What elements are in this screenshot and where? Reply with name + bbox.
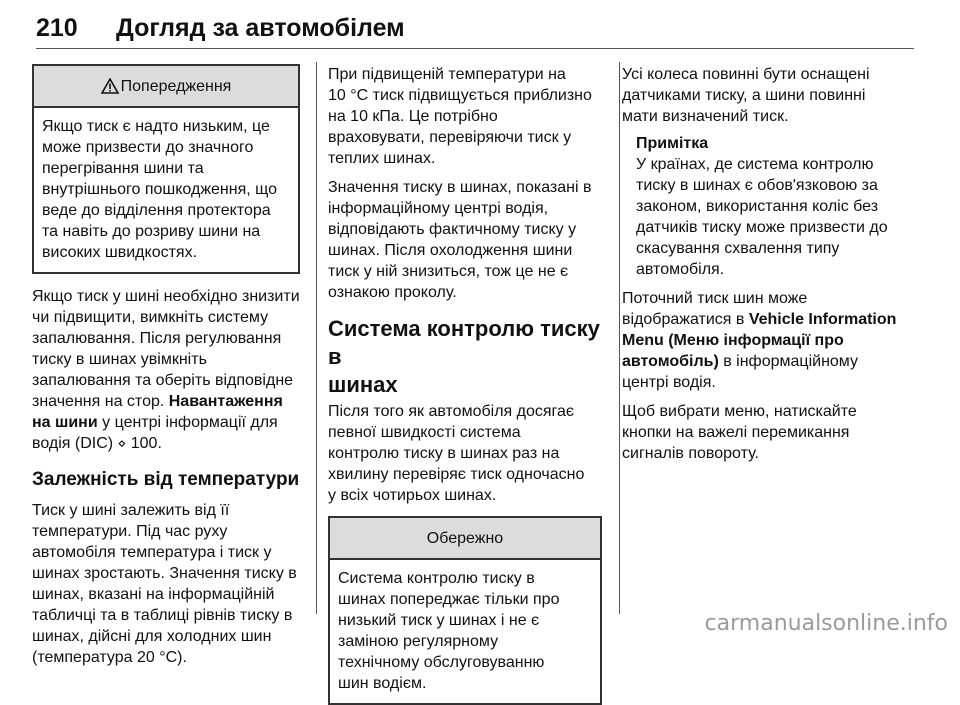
text-line: високих швидкостях. xyxy=(42,244,198,261)
note-title: Примітка xyxy=(636,135,709,152)
warning-box-body xyxy=(34,108,298,272)
text-line: тиск у ній знизиться, тож це не є xyxy=(328,263,569,280)
text-line: запалювання. Після регулювання xyxy=(32,330,282,347)
text-line: мати визначений тиск. xyxy=(622,108,789,125)
text-line xyxy=(622,351,898,372)
text-line: шинах попереджає тільки про xyxy=(338,591,560,608)
text-line: шинах, дійсні для холодних шин xyxy=(32,628,272,645)
text-line: 10 °C тиск підвищується приблизно xyxy=(328,87,592,104)
paragraph xyxy=(32,500,300,668)
menu-name-text: Menu (Меню інформації про xyxy=(622,332,844,349)
caution-box-body xyxy=(330,560,600,703)
text-line: центрі водія. xyxy=(622,374,716,391)
caution-box-header xyxy=(330,518,600,560)
page-title: Догляд за автомобілем xyxy=(116,14,405,42)
text-line: датчиків тиску може призвести до xyxy=(636,219,888,236)
page-ref: 100. xyxy=(126,435,162,452)
text-line: запалювання та оберіть відповідне xyxy=(32,372,294,389)
text-line: сигналів повороту. xyxy=(622,445,759,462)
page-ref-arrow-icon: ⋄ xyxy=(117,435,127,451)
paragraph xyxy=(32,286,300,454)
text-line: Якщо тиск є надто низьким, це xyxy=(42,118,270,135)
text-line: веде до відділення протектора xyxy=(42,202,271,219)
paragraph xyxy=(622,288,898,393)
text-line: автомобіля температура і тиск у xyxy=(32,544,272,561)
caution-box xyxy=(328,516,602,705)
section-heading xyxy=(328,315,602,399)
paragraph xyxy=(328,401,602,506)
column-divider-2 xyxy=(619,62,620,614)
text-line: шинах. Після охолодження шини xyxy=(328,242,573,259)
text-line: Після того як автомобіля досягає xyxy=(328,403,575,420)
warning-triangle-icon xyxy=(101,78,119,94)
text-line: хвилину перевіряє тиск одночасно xyxy=(328,466,585,483)
text-span: в інформаційному xyxy=(718,353,858,370)
menu-name-text: Vehicle Information xyxy=(748,311,897,328)
text-line: Поточний тиск шин може xyxy=(622,290,808,307)
text-line: враховувати, перевіряючи тиск у xyxy=(328,129,572,146)
heading-line: Система контролю тиску в xyxy=(328,316,600,369)
text-line: температури. Під час руху xyxy=(32,523,228,540)
column-3 xyxy=(622,64,898,464)
text-line xyxy=(32,433,300,454)
note-block xyxy=(622,133,898,280)
text-line: теплих шинах. xyxy=(328,150,436,167)
text-line: Якщо тиск у шині необхідно знизити xyxy=(32,288,300,305)
text-span: у центрі інформації для xyxy=(97,414,278,431)
menu-name-text: автомобіль) xyxy=(622,353,719,370)
watermark: carmanualsonline.info xyxy=(704,611,948,636)
text-line: Усі колеса повинні бути оснащені xyxy=(622,66,870,83)
paragraph xyxy=(622,64,898,127)
caution-box-title: Обережно xyxy=(426,529,504,547)
text-line: При підвищеній температури на xyxy=(328,66,566,83)
text-span: відображатися в xyxy=(622,311,749,328)
column-2 xyxy=(328,64,602,705)
text-line: Щоб вибрати меню, натискайте xyxy=(622,403,857,420)
text-line: та навіть до розриву шини на xyxy=(42,223,261,240)
paragraph xyxy=(622,401,898,464)
text-line: у всіх чотирьох шинах. xyxy=(328,487,497,504)
text-line: чи підвищити, вимкніть систему xyxy=(32,309,269,326)
text-line xyxy=(32,391,300,412)
text-line: табличці та в таблиці рівнів тиску в xyxy=(32,607,293,624)
text-line: технічному обслуговуванню xyxy=(338,654,545,671)
text-line: низький тиск у шинах і не є xyxy=(338,612,540,629)
load-link-text: на шини xyxy=(32,414,98,431)
heading-line: шинах xyxy=(328,372,398,397)
text-line: певної швидкості система xyxy=(328,424,521,441)
text-line: Система контролю тиску в xyxy=(338,570,535,587)
text-line: скасування схвалення типу xyxy=(636,240,840,257)
column-1 xyxy=(32,64,300,668)
text-line: може призвести до значного xyxy=(42,139,254,156)
load-link-text: Навантаження xyxy=(168,393,283,410)
warning-box-header xyxy=(34,66,298,108)
text-line: на 10 кПа. Це потрібно xyxy=(328,108,498,125)
text-line: Значення тиску в шинах, показані в xyxy=(328,179,592,196)
header-rule xyxy=(36,48,914,49)
text-line: Тиск у шині залежить від її xyxy=(32,502,230,519)
text-line: відповідають фактичному тиску у xyxy=(328,221,577,238)
text-line: шинах зростають. Значення тиску в xyxy=(32,565,297,582)
text-line: законом, використання коліс без xyxy=(636,198,879,215)
paragraph xyxy=(328,64,602,169)
text-line: ознакою проколу. xyxy=(328,284,457,301)
column-divider-1 xyxy=(316,62,317,614)
text-line: внутрішнього пошкодження, що xyxy=(42,181,278,198)
text-line: тиску в шинах є обов'язковою за xyxy=(636,177,878,194)
paragraph xyxy=(328,177,602,303)
text-line: У країнах, де система контролю xyxy=(636,156,874,173)
text-line: шинах, вказані на інформаційній xyxy=(32,586,275,603)
text-line xyxy=(32,412,300,433)
text-line: контролю тиску в шинах раз на xyxy=(328,445,560,462)
text-line: датчиками тиску, а шини повинні xyxy=(622,87,866,104)
warning-box xyxy=(32,64,300,274)
warning-box-title: Попередження xyxy=(120,77,232,95)
text-line: перегрівання шини та xyxy=(42,160,204,177)
text-line: тиску в шинах увімкніть xyxy=(32,351,207,368)
text-line: шин водієм. xyxy=(338,675,427,692)
text-line: (температура 20 °C). xyxy=(32,649,187,666)
section-heading: Залежність від температури xyxy=(32,469,300,490)
text-line: кнопки на важелі перемикання xyxy=(622,424,850,441)
text-span: значення на стор. xyxy=(32,393,169,410)
page-number: 210 xyxy=(36,14,78,42)
text-line: інформаційному центрі водія, xyxy=(328,200,549,217)
text-line: автомобіля. xyxy=(636,261,725,278)
text-span: водія (DIC) xyxy=(32,435,118,452)
text-line: заміною регулярному xyxy=(338,633,499,650)
text-line xyxy=(622,309,898,330)
page-header xyxy=(36,14,916,50)
